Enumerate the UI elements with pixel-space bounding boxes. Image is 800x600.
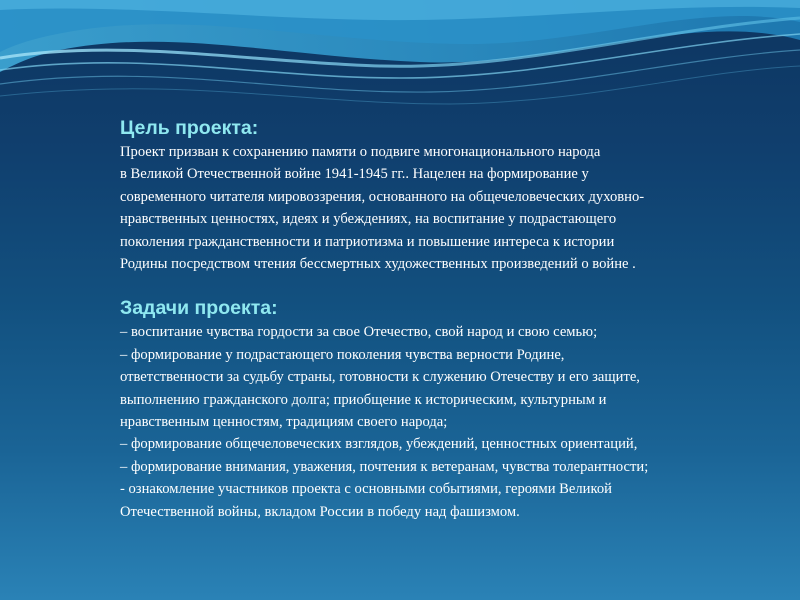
text-line: поколения гражданственности и патриотизма и повышение интереса к истории bbox=[120, 233, 615, 250]
text-line: современного читателя мировоззрения, основанного на общечеловеческих духовно- bbox=[120, 188, 645, 205]
goal-text bbox=[120, 141, 770, 275]
text-line: нравственных ценностях, идеях и убеждениях, на воспитание у подрастающего bbox=[120, 211, 617, 228]
text-line: Проект призван к сохранению памяти о подвиге многонационального народа bbox=[120, 144, 601, 160]
tasks-heading: Задачи проекта: bbox=[120, 297, 278, 320]
text-line: - ознакомление участников проекта с основными событиями, героями Великой bbox=[120, 481, 612, 498]
goal-heading: Цель проекта: bbox=[120, 117, 259, 139]
text-line: Родины посредством чтения бессмертных художественных произведений о войне . bbox=[120, 256, 636, 273]
tasks-text bbox=[120, 321, 770, 523]
text-line: – формирование внимания, уважения, почтения к ветеранам, чувства толерантности; bbox=[120, 458, 649, 475]
wave-decoration bbox=[0, 0, 800, 110]
text-line: – воспитание чувства гордости за свое Отечество, свой народ и свою семью; bbox=[120, 324, 598, 341]
slide-content bbox=[120, 115, 770, 523]
text-line: нравственным ценностям, традициям своего народа; bbox=[120, 414, 448, 431]
text-line: в Великой Отечественной войне 1941-1945 гг.. Нацелен на формирование у bbox=[120, 166, 589, 183]
text-line: ответственности за судьбу страны, готовности к служению Отечеству и его защите, bbox=[120, 369, 640, 386]
text-line: выполнению гражданского долга; приобщение к историческим, культурным и bbox=[120, 391, 607, 408]
text-line: – формирование общечеловеческих взглядов, убеждений, ценностных ориентаций, bbox=[120, 436, 638, 453]
text-line: – формирование у подрастающего поколения чувства верности Родине, bbox=[120, 346, 565, 363]
text-line: Отечественной войны, вкладом России в победу над фашизмом. bbox=[120, 503, 520, 520]
